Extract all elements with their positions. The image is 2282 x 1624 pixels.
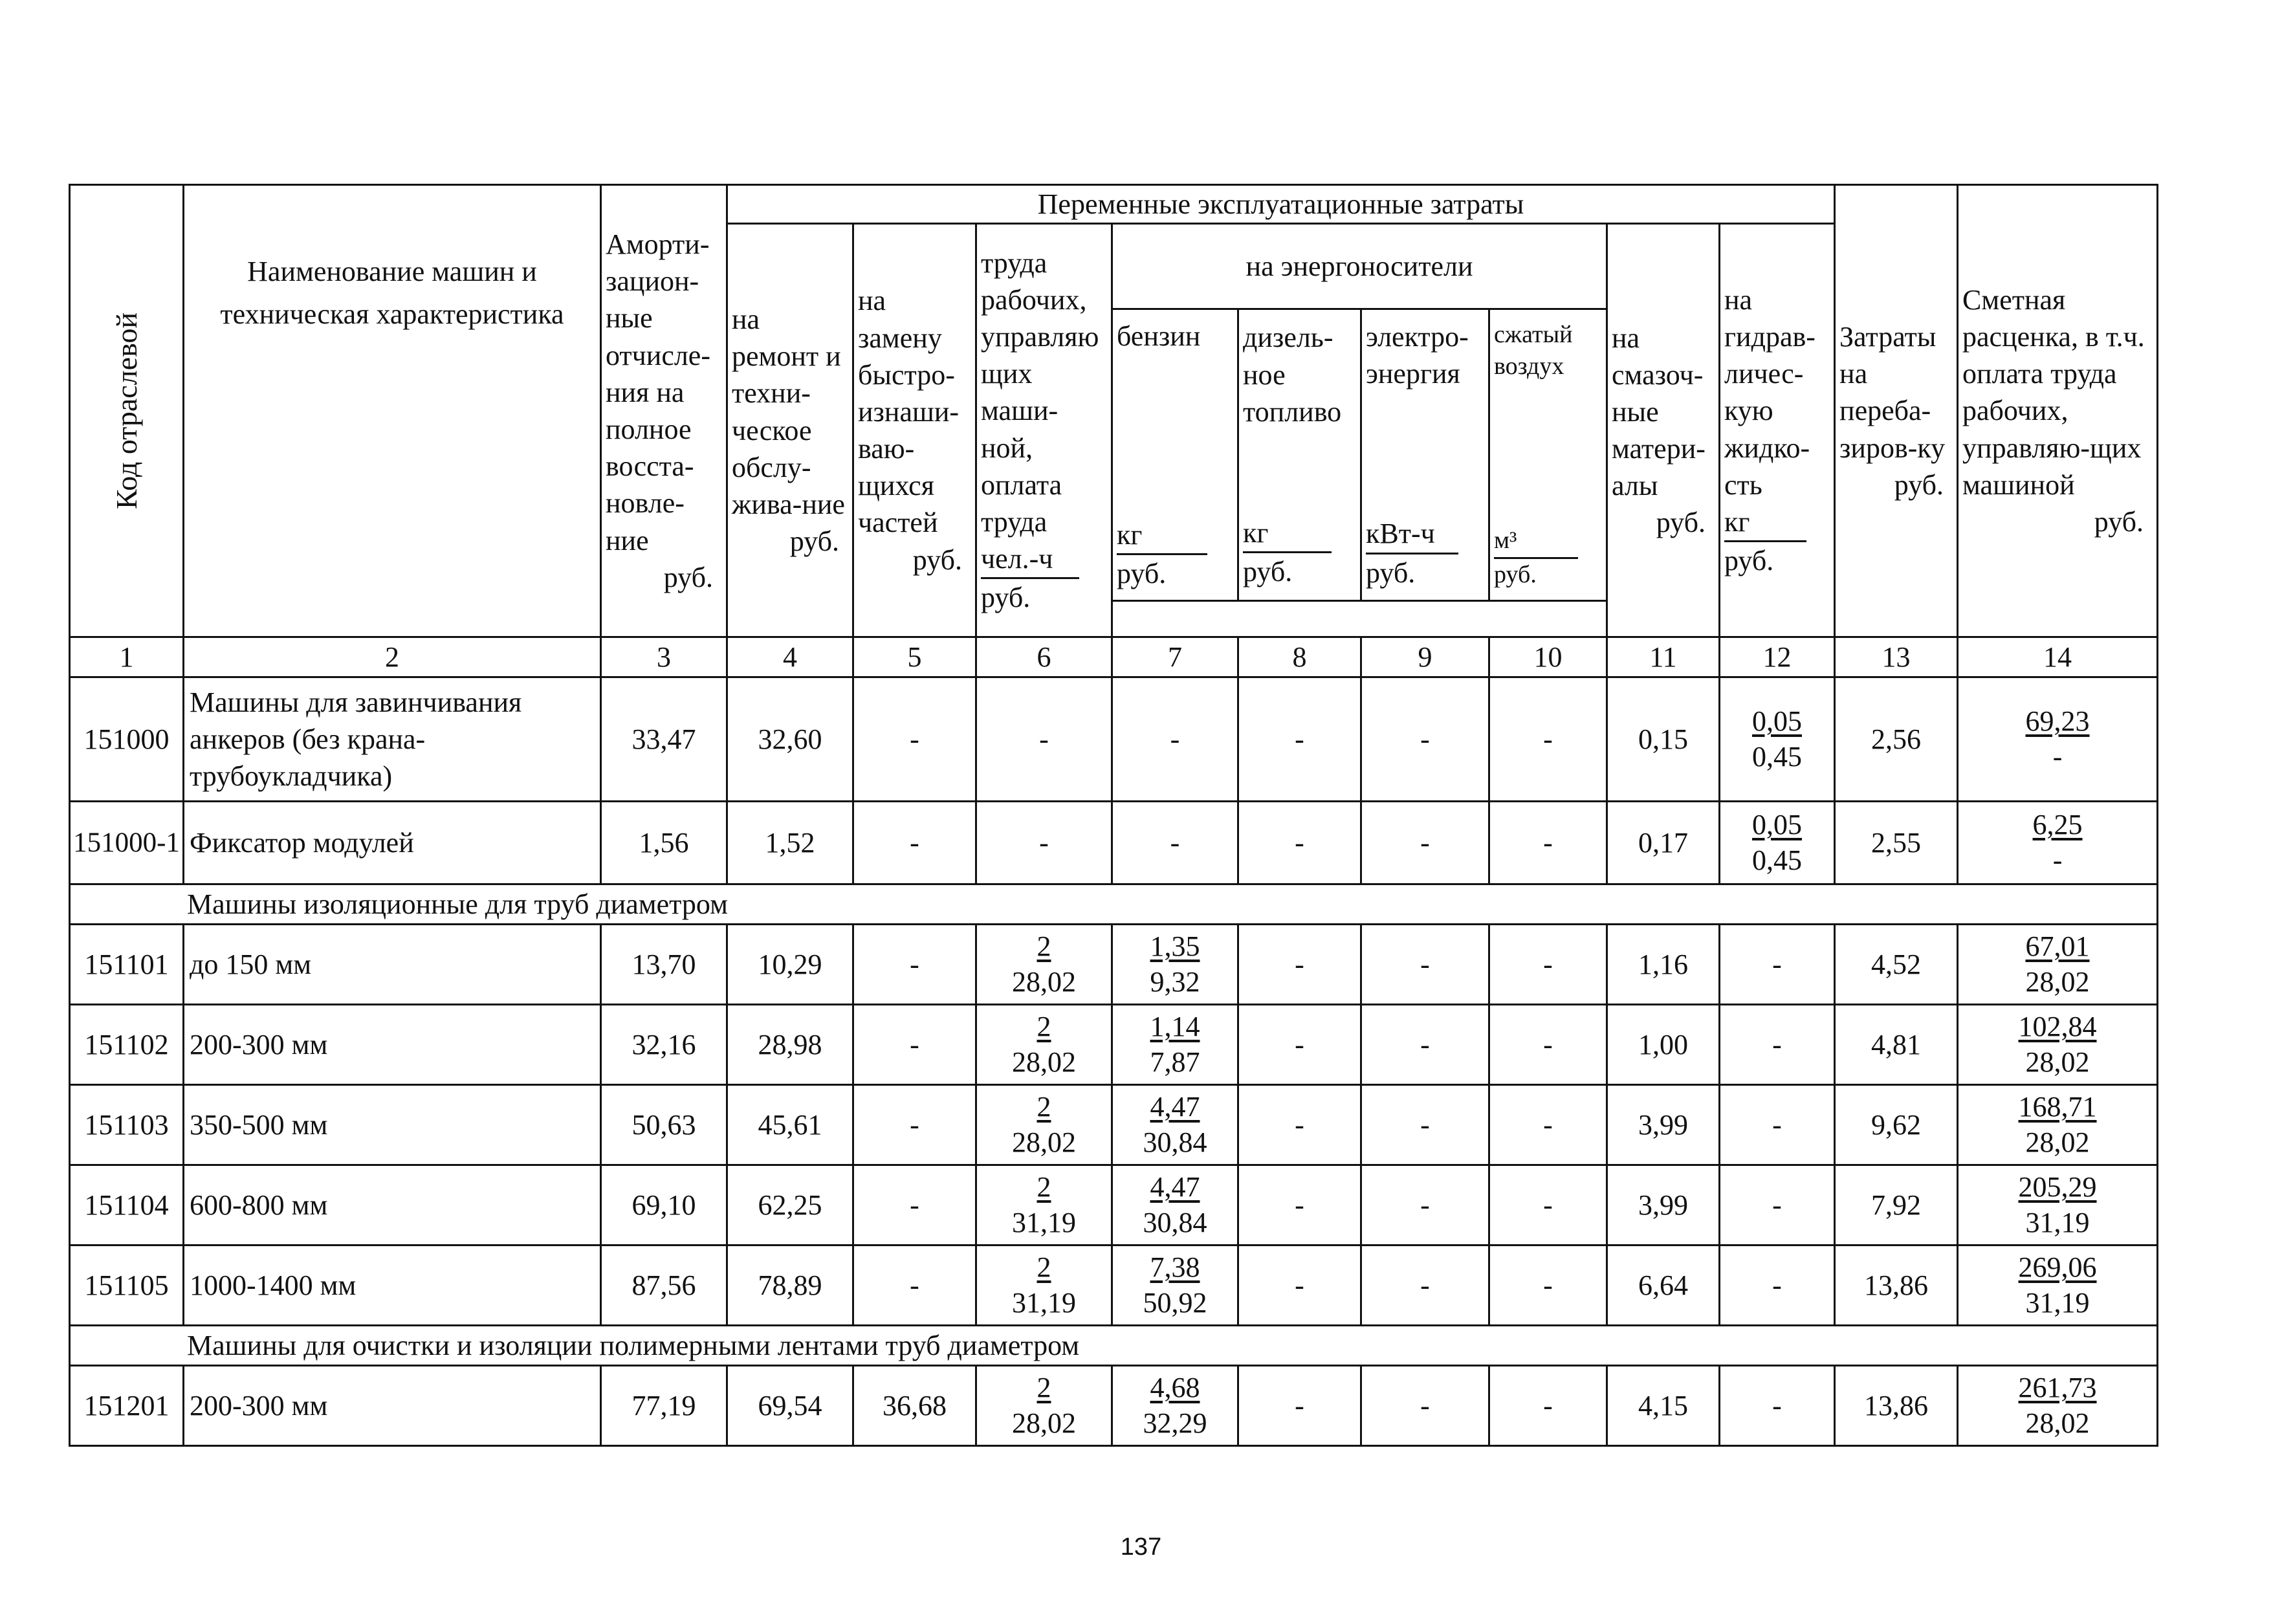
- cell-amortization: 87,56: [601, 1245, 727, 1326]
- cell-diesel: -: [1238, 925, 1361, 1005]
- fraction-bottom: 28,02: [2025, 1126, 2090, 1158]
- cell-electricity: -: [1361, 1245, 1489, 1326]
- header-hydraulic: на гидрав-личес-кую жидко-сть кг руб.: [1720, 224, 1835, 637]
- col-number: 10: [1489, 637, 1607, 677]
- unit-m3: м³: [1494, 525, 1578, 558]
- cell-diesel: -: [1238, 1085, 1361, 1165]
- unit-rub: руб.: [1117, 557, 1167, 589]
- fraction-top: 7,38: [1150, 1251, 1200, 1283]
- header-amortization: Аморти-зацион-ные отчисле-ния на полное восста-новле-ние руб.: [601, 185, 727, 637]
- unit-kwh: кВт-ч: [1366, 515, 1458, 554]
- fraction-top: 102,84: [2018, 1010, 2097, 1042]
- table-row: [70, 1005, 2158, 1085]
- cell-labor: -: [976, 677, 1112, 802]
- unit-rub: руб.: [1494, 560, 1537, 588]
- fraction-top: 69,23: [2025, 705, 2090, 737]
- cell-estimate: [1958, 1085, 2158, 1165]
- cell-replacement: -: [853, 925, 976, 1005]
- cell-diesel: -: [1238, 802, 1361, 884]
- cell-repair: 10,29: [727, 925, 853, 1005]
- fraction-top: 2: [1037, 1090, 1051, 1123]
- cell-replacement: 36,68: [853, 1366, 976, 1446]
- col-number: 4: [727, 637, 853, 677]
- row-code: 151105: [70, 1245, 184, 1326]
- row-code: 151101: [70, 925, 184, 1005]
- cell-repair: 32,60: [727, 677, 853, 802]
- cell-lubricants: 1,00: [1607, 1005, 1720, 1085]
- row-name: 1000-1400 мм: [184, 1245, 601, 1326]
- cell-lubricants: 6,64: [1607, 1245, 1720, 1326]
- fraction-bottom: 0,45: [1752, 740, 1802, 773]
- fraction-bottom: -: [2052, 844, 2063, 876]
- group-title: Машины изоляционные для труб диаметром: [70, 884, 2158, 925]
- cell-petrol: [1112, 1085, 1238, 1165]
- fraction-top: 2: [1037, 1170, 1051, 1203]
- fraction-top: 168,71: [2018, 1090, 2097, 1123]
- table-row: [70, 1245, 2158, 1326]
- col-number: 12: [1720, 637, 1835, 677]
- cell-compressed-air: -: [1489, 1165, 1607, 1245]
- cell-electricity: -: [1361, 1085, 1489, 1165]
- fraction-top: 6,25: [2032, 808, 2083, 840]
- page-number: 137: [1120, 1533, 1162, 1561]
- fraction-top: 1,35: [1150, 930, 1200, 962]
- table-row: [70, 677, 2158, 802]
- fraction-bottom: 28,02: [2025, 1407, 2090, 1439]
- col-number: 9: [1361, 637, 1489, 677]
- col-number: 8: [1238, 637, 1361, 677]
- row-code: 151103: [70, 1085, 184, 1165]
- rates-table: [69, 184, 2158, 1447]
- col-number: 2: [184, 637, 601, 677]
- cell-lubricants: 0,17: [1607, 802, 1720, 884]
- cell-replacement: -: [853, 677, 976, 802]
- header-relocation: Затраты на переба-зиров-ку руб.: [1835, 185, 1958, 637]
- header-diesel: дизель-ное топливо кг руб.: [1238, 309, 1361, 600]
- fraction-top: 2: [1037, 930, 1051, 962]
- cell-compressed-air: -: [1489, 1366, 1607, 1446]
- cell-amortization: 13,70: [601, 925, 727, 1005]
- fraction-bottom: 9,32: [1150, 965, 1200, 998]
- cell-relocation: 4,52: [1835, 925, 1958, 1005]
- cell-repair: 45,61: [727, 1085, 853, 1165]
- cell-petrol: [1112, 1245, 1238, 1326]
- cell-labor: [976, 1366, 1112, 1446]
- row-name: 350-500 мм: [184, 1085, 601, 1165]
- cell-diesel: -: [1238, 677, 1361, 802]
- fraction-top: 269,06: [2018, 1251, 2097, 1283]
- cell-hydraulic: -: [1720, 1005, 1835, 1085]
- unit-rub: руб.: [981, 582, 1031, 614]
- row-name: Машины для завинчивания анкеров (без крана-трубоукладчика): [184, 677, 601, 802]
- unit-manhour: чел.-ч: [981, 540, 1079, 579]
- fraction-bottom: 28,02: [1012, 965, 1076, 998]
- cell-repair: 78,89: [727, 1245, 853, 1326]
- unit-rub: руб.: [1243, 556, 1293, 588]
- unit-rub: руб.: [1366, 556, 1416, 589]
- fraction-bottom: 31,19: [2025, 1286, 2090, 1319]
- cell-labor: -: [976, 802, 1112, 884]
- header-compressed-air: сжатый воздух м³ руб.: [1489, 309, 1607, 600]
- table-row: [70, 925, 2158, 1005]
- fraction-top: 0,05: [1752, 705, 1802, 737]
- cell-lubricants: 1,16: [1607, 925, 1720, 1005]
- row-code: 151102: [70, 1005, 184, 1085]
- cell-electricity: -: [1361, 1165, 1489, 1245]
- cell-compressed-air: -: [1489, 677, 1607, 802]
- cell-electricity: -: [1361, 925, 1489, 1005]
- cell-replacement: -: [853, 802, 976, 884]
- cell-electricity: -: [1361, 1005, 1489, 1085]
- unit-rub: руб.: [1894, 468, 1944, 501]
- cell-diesel: -: [1238, 1366, 1361, 1446]
- cell-relocation: 2,56: [1835, 677, 1958, 802]
- unit-kg: кг: [1117, 516, 1207, 555]
- cell-labor: [976, 1165, 1112, 1245]
- cell-compressed-air: -: [1489, 1245, 1607, 1326]
- unit-rub: руб.: [1724, 545, 1774, 577]
- cell-electricity: -: [1361, 1366, 1489, 1446]
- cell-repair: 1,52: [727, 802, 853, 884]
- cell-estimate: [1958, 1165, 2158, 1245]
- cell-electricity: -: [1361, 802, 1489, 884]
- cell-petrol: [1112, 1005, 1238, 1085]
- cell-amortization: 1,56: [601, 802, 727, 884]
- unit-kg: кг: [1724, 503, 1806, 542]
- fraction-bottom: 28,02: [1012, 1046, 1076, 1078]
- fraction-top: 2: [1037, 1251, 1051, 1283]
- group-row: [70, 884, 2158, 925]
- cell-diesel: -: [1238, 1005, 1361, 1085]
- header-labor: труда рабочих, управляю щих маши-ной, оплата труда чел.-ч руб.: [976, 224, 1112, 637]
- cell-repair: 28,98: [727, 1005, 853, 1085]
- fraction-bottom: 31,19: [1012, 1206, 1076, 1238]
- cell-hydraulic: [1720, 677, 1835, 802]
- col-number: 6: [976, 637, 1112, 677]
- header-petrol: бензин кг руб.: [1112, 309, 1238, 600]
- col-number: 1: [70, 637, 184, 677]
- cell-relocation: 9,62: [1835, 1085, 1958, 1165]
- cell-hydraulic: [1720, 802, 1835, 884]
- header-lubricants: на смазоч-ные матери-алы руб.: [1607, 224, 1720, 637]
- header-estimate: Сметная расценка, в т.ч. оплата труда рабочих, управляю-щих машиной руб.: [1958, 185, 2158, 637]
- cell-repair: 62,25: [727, 1165, 853, 1245]
- fraction-bottom: 31,19: [1012, 1286, 1076, 1319]
- cell-relocation: 13,86: [1835, 1245, 1958, 1326]
- header-name: Наименование машин и техническая характеристика: [184, 185, 601, 637]
- cell-compressed-air: -: [1489, 1005, 1607, 1085]
- col-number: 14: [1958, 637, 2158, 677]
- header-electricity: электро-энергия кВт-ч руб.: [1361, 309, 1489, 600]
- cell-lubricants: 0,15: [1607, 677, 1720, 802]
- col-number: 7: [1112, 637, 1238, 677]
- fraction-bottom: 28,02: [1012, 1126, 1076, 1158]
- fraction-bottom: 31,19: [2025, 1206, 2090, 1238]
- cell-relocation: 13,86: [1835, 1366, 1958, 1446]
- cell-hydraulic: -: [1720, 1085, 1835, 1165]
- table-row: [70, 1165, 2158, 1245]
- cell-diesel: -: [1238, 1165, 1361, 1245]
- cell-lubricants: 3,99: [1607, 1165, 1720, 1245]
- cell-hydraulic: -: [1720, 925, 1835, 1005]
- cell-petrol: [1112, 1165, 1238, 1245]
- unit-kg: кг: [1243, 514, 1332, 553]
- row-name: Фиксатор модулей: [184, 802, 601, 884]
- row-name: до 150 мм: [184, 925, 601, 1005]
- cell-lubricants: 4,15: [1607, 1366, 1720, 1446]
- fraction-bottom: 28,02: [2025, 1046, 2090, 1078]
- table-row: [70, 1085, 2158, 1165]
- cell-estimate: [1958, 1005, 2158, 1085]
- column-numbers-row: [70, 637, 2158, 677]
- fraction-bottom: 28,02: [2025, 965, 2090, 998]
- col-number: 11: [1607, 637, 1720, 677]
- row-code: 151000: [70, 677, 184, 802]
- row-code: 151000-1: [70, 802, 184, 884]
- fraction-bottom: 0,45: [1752, 844, 1802, 876]
- col-number: 5: [853, 637, 976, 677]
- cell-petrol: [1112, 1366, 1238, 1446]
- cell-relocation: 4,81: [1835, 1005, 1958, 1085]
- cell-relocation: 2,55: [1835, 802, 1958, 884]
- cell-replacement: -: [853, 1245, 976, 1326]
- cell-estimate: [1958, 802, 2158, 884]
- group-title: Машины для очистки и изоляции полимерными лентами труб диаметром: [70, 1326, 2158, 1366]
- fraction-top: 4,68: [1150, 1371, 1200, 1403]
- unit-rub: руб.: [663, 561, 713, 593]
- table-row: [70, 1366, 2158, 1446]
- cell-estimate: [1958, 677, 2158, 802]
- cell-replacement: -: [853, 1165, 976, 1245]
- row-name: 200-300 мм: [184, 1005, 601, 1085]
- cell-lubricants: 3,99: [1607, 1085, 1720, 1165]
- cell-petrol: -: [1112, 677, 1238, 802]
- cell-labor: [976, 1085, 1112, 1165]
- cell-estimate: [1958, 1366, 2158, 1446]
- fraction-bottom: 30,84: [1143, 1206, 1207, 1238]
- cell-amortization: 33,47: [601, 677, 727, 802]
- row-name: 600-800 мм: [184, 1165, 601, 1245]
- fraction-top: 261,73: [2018, 1371, 2097, 1403]
- header-energy: на энергоносители: [1112, 224, 1607, 309]
- cell-hydraulic: -: [1720, 1165, 1835, 1245]
- fraction-top: 4,47: [1150, 1090, 1200, 1123]
- header-row: [70, 185, 2158, 224]
- cell-labor: [976, 1245, 1112, 1326]
- cell-amortization: 50,63: [601, 1085, 727, 1165]
- col-number: 13: [1835, 637, 1958, 677]
- cell-electricity: -: [1361, 677, 1489, 802]
- group-row: [70, 1326, 2158, 1366]
- row-code: 151201: [70, 1366, 184, 1446]
- cell-relocation: 7,92: [1835, 1165, 1958, 1245]
- fraction-top: 4,47: [1150, 1170, 1200, 1203]
- header-repair: на ремонт и техни-ческое обслу-жива-ние руб.: [727, 224, 853, 637]
- cell-amortization: 69,10: [601, 1165, 727, 1245]
- fraction-bottom: 28,02: [1012, 1407, 1076, 1439]
- fraction-bottom: 32,29: [1143, 1407, 1207, 1439]
- cell-compressed-air: -: [1489, 802, 1607, 884]
- cell-petrol: -: [1112, 802, 1238, 884]
- unit-rub: руб.: [789, 525, 839, 558]
- fraction-top: 0,05: [1752, 808, 1802, 840]
- cell-replacement: -: [853, 1085, 976, 1165]
- unit-rub: руб.: [2094, 505, 2144, 538]
- row-name: 200-300 мм: [184, 1366, 601, 1446]
- cell-amortization: 32,16: [601, 1005, 727, 1085]
- fraction-top: 1,14: [1150, 1010, 1200, 1042]
- unit-rub: руб.: [912, 543, 962, 576]
- cell-labor: [976, 925, 1112, 1005]
- table-row: [70, 802, 2158, 884]
- header-code: Код отраслевой: [70, 185, 184, 637]
- cell-repair: 69,54: [727, 1366, 853, 1446]
- col-number: 3: [601, 637, 727, 677]
- cell-labor: [976, 1005, 1112, 1085]
- cell-amortization: 77,19: [601, 1366, 727, 1446]
- unit-rub: руб.: [1656, 507, 1706, 539]
- fraction-top: 2: [1037, 1371, 1051, 1403]
- cell-diesel: -: [1238, 1245, 1361, 1326]
- cell-estimate: [1958, 925, 2158, 1005]
- row-code: 151104: [70, 1165, 184, 1245]
- fraction-bottom: 50,92: [1143, 1286, 1207, 1319]
- cell-replacement: -: [853, 1005, 976, 1085]
- cell-compressed-air: -: [1489, 1085, 1607, 1165]
- fraction-top: 67,01: [2025, 930, 2090, 962]
- fraction-bottom: 7,87: [1150, 1046, 1200, 1078]
- header-variable-costs: Переменные эксплуатационные затраты: [727, 185, 1835, 224]
- cell-hydraulic: -: [1720, 1245, 1835, 1326]
- cell-estimate: [1958, 1245, 2158, 1326]
- fraction-top: 205,29: [2018, 1170, 2097, 1203]
- cell-compressed-air: -: [1489, 925, 1607, 1005]
- cell-hydraulic: -: [1720, 1366, 1835, 1446]
- cell-petrol: [1112, 925, 1238, 1005]
- fraction-top: 2: [1037, 1010, 1051, 1042]
- fraction-bottom: -: [2052, 740, 2063, 773]
- fraction-bottom: 30,84: [1143, 1126, 1207, 1158]
- header-replacement: на замену быстро-изнаши-ваю-щихся частей руб.: [853, 224, 976, 637]
